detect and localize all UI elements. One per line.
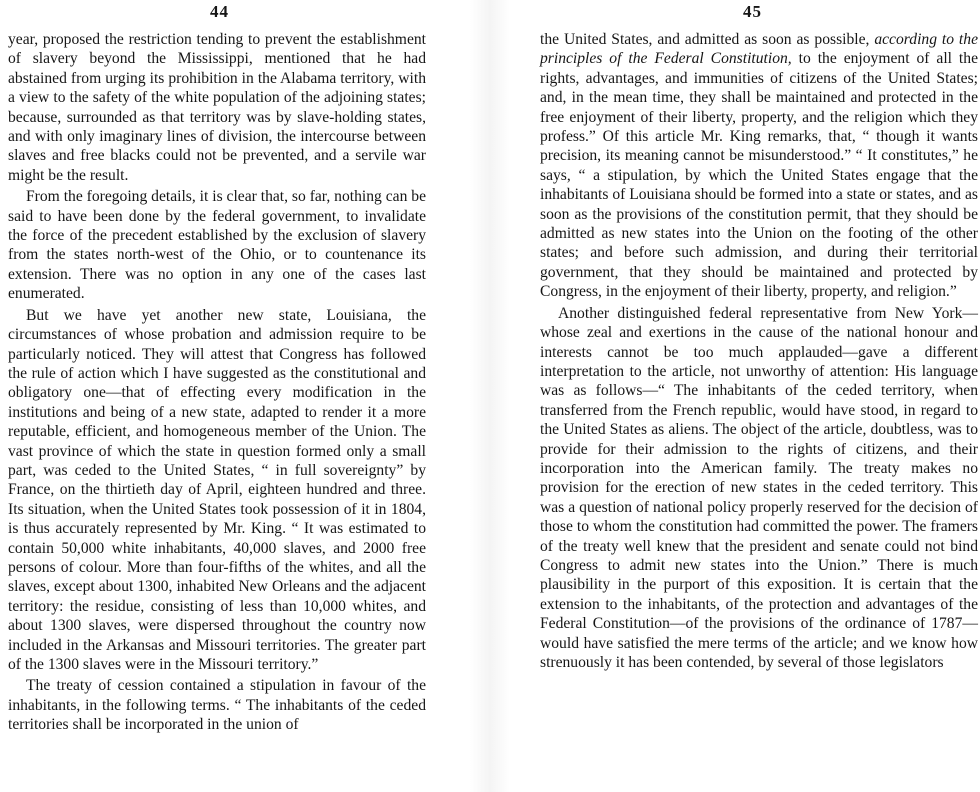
left-page <box>0 0 470 792</box>
paragraph <box>540 30 978 302</box>
page-number-right: 45 <box>743 2 762 21</box>
paragraph-text: the United States, and admitted as soon as possible, <box>540 31 875 48</box>
paragraph: The treaty of cession contained a stipulation in favour of the inhabitants, in the following terms. “ The inhabitants of the ceded territories shall be incorporated in the union of <box>8 677 426 734</box>
right-page <box>510 0 980 792</box>
italic-phrase: according to the principles of the Federal Constitution, <box>540 31 978 68</box>
right-page-text <box>540 30 978 672</box>
paragraph-text: to the enjoyment of all the rights, advantages, and immunities of citizens of the United States; and, in the mean time, they shall be maintained and protected in the free enjoyment of their liberty, property, and the religion which they profess.” Of this article Mr. King remarks, that, “ though it wants precision, its meaning cannot be misunderstood.” “ It constitutes,” he says, “ a stipulation, by which the United States engage that the inhabitants of Louisiana should be formed into a state or states, and as soon as the provisions of the constitution permit, that they should be admitted as new states into the Union on the footing of the other states; and before such admission, and during their territorial government, that they should be maintained and protected by Congress, in the enjoyment of their liberty, property, and religion.” <box>540 50 978 301</box>
left-page-text <box>8 30 426 735</box>
paragraph: Another distinguished federal representative from New York—whose zeal and exertions in the cause of the national honour and interests cannot be too much applauded—gave a different interpretation to the article, not unworthy of attention: His language was as follows—“ The inhabitants of the ceded territory, when transferred from the French republic, would have stood, in regard to the United States as aliens. The object of the article, doubtless, was to provide for their admission to the rights of citizens, and their incorporation into the American family. The treaty makes no provision for the erection of new states in the ceded territory. This was a question of national policy properly reserved for the decision of those to whom the constitution had committed the power. The framers of the treaty well knew that the president and senate could not bind Congress to admit new states into the Union.” There is much plausibility in the purport of this exposition. It is certain that the extension to the inhabitants, of the protection and advantages of the Federal Constitution—of the provisions of the ordinance of 1787—would have satisfied the mere terms of the article; and we know how strenuously it has been contended, by several of those legislators <box>540 304 978 671</box>
paragraph: From the foregoing details, it is clear that, so far, nothing can be said to have been done by the federal government, to invalidate the force of the precedent established by the exclusion of slavery from the states north-west of the Ohio, or to countenance its extension. There was no option in any one of the cases last enumerated. <box>8 188 426 303</box>
paragraph: year, proposed the restriction tending to prevent the establishment of slavery beyond the Mississippi, mentioned that he had abstained from urging its prohibition in the Alabama territory, with a view to the safety of the white population of the adjoining states; because, surrounded as that territory was by slave-holding states, and with only imaginary lines of division, the intercourse between slaves and free blacks could not be prevented, and a servile war might be the result. <box>8 31 426 184</box>
paragraph: But we have yet another new state, Louisiana, the circumstances of whose probation and admission require to be particularly noticed. They will attest that Congress has followed the rule of action which I have suggested as the constitutional and obligatory one—that of effecting every modification in the institutions and being of a new state, adapted to render it a more reputable, efficient, and homogeneous member of the Union. The vast province of which the state in question formed only a small part, was ceded to the United States, “ in full sovereignty” by France, on the thirtieth day of April, eighteen hundred and three. Its situation, when the United States took possession of it in 1804, is thus accurately represented by Mr. King. “ It was estimated to contain 50,000 white inhabitants, 40,000 slaves, and 2000 free persons of colour. More than four-fifths of the whites, and all the slaves, except about 1300, inhabited New Orleans and the adjacent territory: the residue, consisting of less than 10,000 whites, and about 1300 slaves, were dispersed throughout the country now included in the Arkansas and Missouri territories. The greater part of the 1300 slaves were in the Missouri territory.” <box>8 306 426 673</box>
book-gutter <box>470 0 510 792</box>
page-number-left: 44 <box>210 2 229 21</box>
